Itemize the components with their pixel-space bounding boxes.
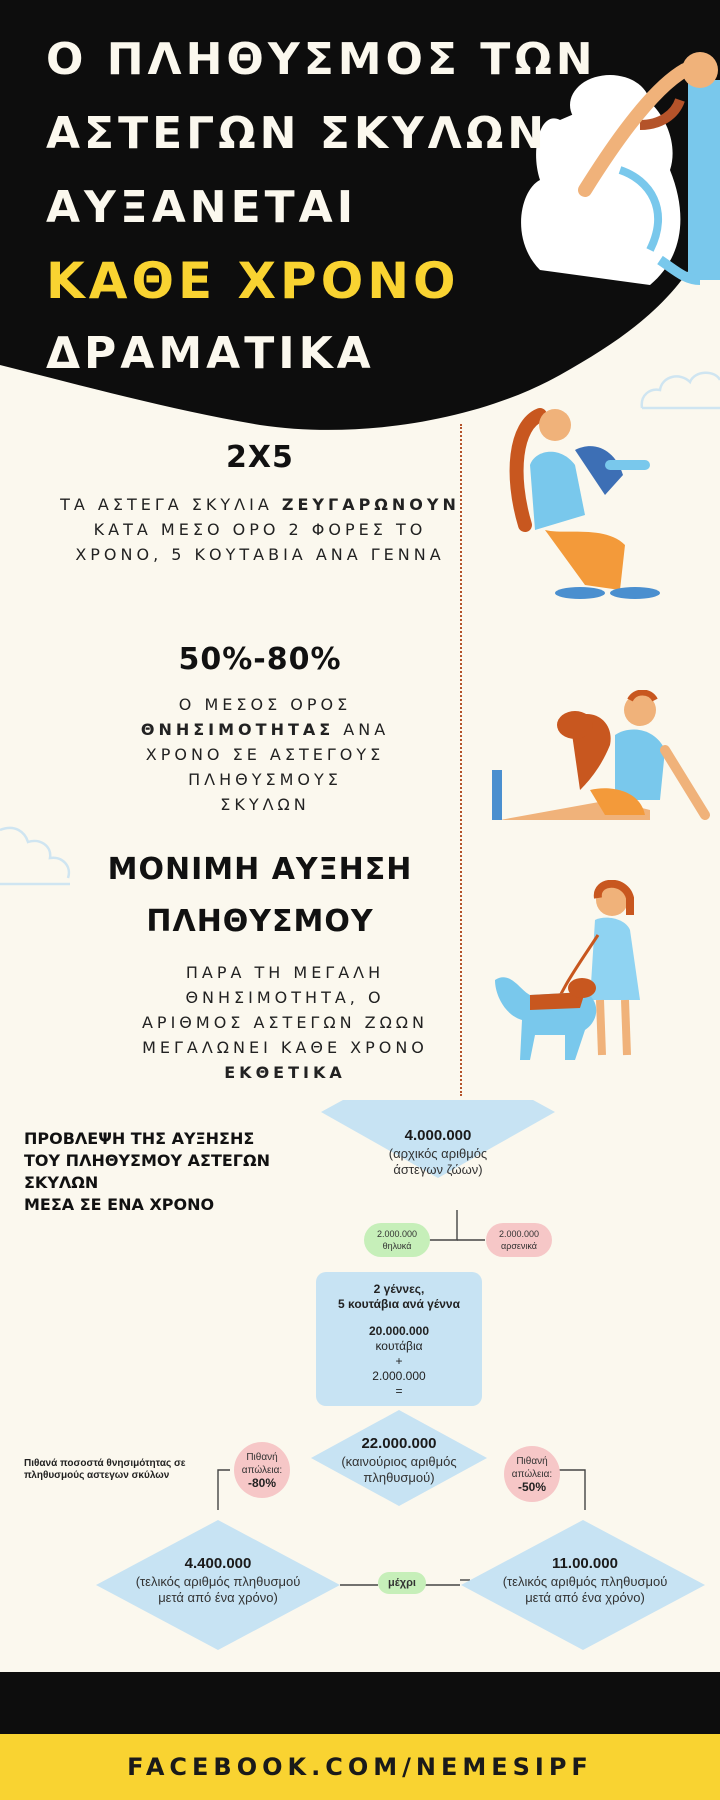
loss-right-node bbox=[504, 1446, 560, 1502]
title-line-5: ΔΡΑΜΑΤΙΚΑ bbox=[46, 328, 375, 379]
title-line-4-highlight: ΚΑΘΕ ΧΡΟΝΟ bbox=[46, 252, 460, 310]
stat-heading-3b: ΠΛΗΘΥΣΜΟΥ bbox=[146, 904, 374, 939]
box-value-2: 2.000.000 bbox=[372, 1369, 426, 1383]
female-node bbox=[364, 1223, 430, 1257]
final-low-node bbox=[126, 1556, 310, 1606]
final-high-value: 11.00.000 bbox=[552, 1555, 618, 1572]
final-high-node bbox=[493, 1556, 677, 1606]
title-line-2: ΑΣΤΕΓΩΝ ΣΚΥΛΩΝ bbox=[46, 108, 549, 159]
female-label: θηλυκά bbox=[382, 1241, 412, 1251]
new-total-value: 22.000.000 bbox=[361, 1435, 437, 1452]
stat-text-1: ΤΑ ΑΣΤΕΓΑ ΣΚΥΛΙΑ ΖΕΥΓΑΡΩΝΟΥΝ ΚΑΤΑ ΜΕΣΟ ΟΡΟ 2 ΦΟΡΕΣ ΤΟ ΧΡΟΝΟ, 5 ΚΟΥΤΑΒΙΑ ΑΝΑ ΓΕΝΝΑ bbox=[60, 495, 460, 564]
loss-left-label: Πιθανή απώλεια: bbox=[241, 1451, 283, 1476]
box-line-2: 5 κουτάβια ανά γέννα bbox=[338, 1297, 460, 1311]
final-high-label: (τελικός αριθμός πληθυσμού μετά από ένα χρόνο) bbox=[502, 1574, 668, 1605]
new-total-node bbox=[334, 1436, 464, 1486]
box-line-1: 2 γέννες, bbox=[373, 1282, 425, 1296]
box-label-1: κουτάβια bbox=[375, 1339, 423, 1353]
start-label: (αρχικός αριθμός άστεγων ζώων) bbox=[388, 1146, 488, 1177]
woman-with-dog-illustration bbox=[505, 405, 675, 605]
flowchart-title: ΠΡΟΒΛΕΨΗ ΤΗΣ ΑΥΞΗΣΗΣ ΤΟΥ ΠΛΗΘΥΣΜΟΥ ΑΣΤΕΓΩΝ ΣΚΥΛΩΝ ΜΕΣΑ ΣΕ ΕΝΑ ΧΡΟΝΟ bbox=[24, 1129, 270, 1214]
title-line-3: ΑΥΞΑΝΕΤΑΙ bbox=[46, 182, 358, 233]
title-line-1: Ο ΠΛΗΘΥΣΜΟΣ ΤΩΝ bbox=[46, 34, 597, 85]
man-with-dog-illustration bbox=[490, 690, 715, 825]
dotted-divider bbox=[460, 424, 462, 1096]
new-total-label: (καινούριος αριθμός πληθυσμού) bbox=[341, 1454, 457, 1485]
stat-heading-1: 2X5 bbox=[226, 440, 294, 475]
final-low-label: (τελικός αριθμός πληθυσμού μετά από ένα χρόνο) bbox=[135, 1574, 301, 1605]
start-node bbox=[378, 1128, 498, 1178]
stat-heading-2: 50%-80% bbox=[178, 642, 342, 677]
litter-calculation-box bbox=[316, 1272, 482, 1406]
start-value: 4.000.000 bbox=[404, 1127, 472, 1144]
box-value-1: 20.000.000 bbox=[368, 1324, 430, 1338]
girl-walking-dog-illustration bbox=[490, 880, 670, 1070]
stat-text-3: ΠΑΡΑ ΤΗ ΜΕΓΑΛΗ ΘΝΗΣΙΜΟΤΗΤΑ, Ο ΑΡΙΘΜΟΣ ΑΣΤΕΓΩΝ ΖΩΩΝ ΜΕΓΑΛΩΝΕΙ ΚΑΘΕ ΧΡΟΝΟ ΕΚΘΕΤΙΚΑ bbox=[141, 963, 428, 1082]
male-label: αρσενικά bbox=[501, 1241, 537, 1251]
mortality-note: Πιθανά ποσοστά θνησιμότητας σε πληθυσμούς αστεγων σκύλων bbox=[24, 1458, 186, 1481]
footer-bar bbox=[0, 1734, 720, 1800]
box-plus: + bbox=[395, 1354, 403, 1368]
loss-right-value: -50% bbox=[517, 1479, 546, 1494]
footer-black-band bbox=[0, 1672, 720, 1734]
cloud-icon bbox=[640, 340, 720, 410]
cloud-icon bbox=[0, 810, 80, 890]
male-value: 2.000.000 bbox=[498, 1229, 540, 1239]
female-value: 2.000.000 bbox=[376, 1229, 418, 1239]
loss-left-value: -80% bbox=[247, 1475, 276, 1490]
until-label: μέχρι bbox=[378, 1572, 426, 1594]
loss-left-node bbox=[234, 1442, 290, 1498]
box-equals: = bbox=[395, 1384, 403, 1398]
male-node bbox=[486, 1223, 552, 1257]
stat-text-2: Ο ΜΕΣΟΣ ΟΡΟΣ ΘΝΗΣΙΜΟΤΗΤΑΣ ΑΝΑ ΧΡΟΝΟ ΣΕ ΑΣΤΕΓΟΥΣ ΠΛΗΘΥΣΜΟΥΣ ΣΚΥΛΩΝ bbox=[140, 695, 390, 814]
loss-right-label: Πιθανή απώλεια: bbox=[511, 1455, 553, 1480]
final-low-value: 4.400.000 bbox=[184, 1555, 252, 1572]
stat-heading-3a: ΜΟΝΙΜΗ ΑΥΞΗΣΗ bbox=[107, 852, 413, 887]
facebook-link[interactable]: FACEBOOK.COM/NEMESIPF bbox=[127, 1753, 593, 1781]
